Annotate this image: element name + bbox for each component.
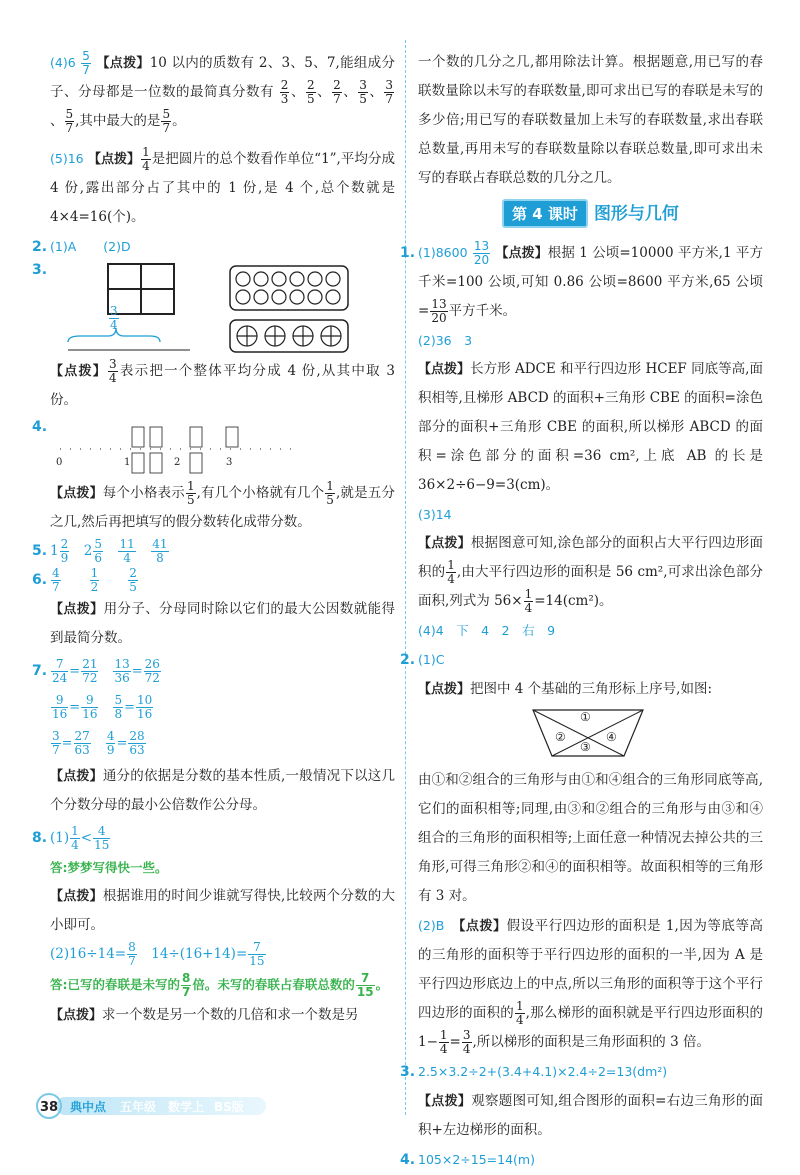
right-column [400, 48, 764, 1175]
answer-6: 6. $\frac{4}{7}$ $\frac{1}{2}$ $\frac{2}{5}$ [32, 566, 137, 594]
answer-3: 3. $\frac{3}{4}$ [50, 262, 395, 357]
r-answer-1-3-tip: 【点拨】根据图意可知,涂色部分的面积占大平行四边形面积的 $\frac{1}{4}$ ,由大平行四边形的面积是 56 cm²,可求出涂色部分面积,列式为 56× $\frac{1}{4}$ =14(cm²)。 [418, 535, 763, 615]
brace-fraction: $\frac{3}{4}$ [110, 304, 118, 332]
answer-8-1-ans: 答:梦梦写得快一些。 [50, 860, 168, 875]
r-answer-4: 4. 105×2÷15=14(m) [400, 1152, 535, 1168]
r-answer-1-2: (2)36 3 [418, 333, 473, 348]
left-column [32, 48, 395, 1030]
answer-8-tip-2: 【点拨】求一个数是另一个数的几倍和求一个数是另 [50, 1007, 359, 1023]
r-answer-1-1: 1. (1)8600 $\frac{13}{20}$ 【点拨】根据 1 公顷=10000 平方米,1 平方千米=100 公顷,可知 0.86 公顷=8600 平方米,65 公顷= $\frac{13}{20}$ 平方千米。 [400, 239, 763, 325]
answer-1-4: (4)6 $\frac{5}{7}$ 【点拨】10 以内的质数有 2、3、5、7,能组成分子、分母都是一位数的最简真分数有 $\frac{2}{3}$ 、 $\frac{2}{5}$ 、 $\frac{2}{7}$ 、 $\frac{3}{5}$ 、 $\frac{3}{7}$ 、 $\frac{5}{7}$ ,其中最大的是 $\frac{5}{7}$ 。 [50, 49, 395, 135]
page-number: 38 [36, 1093, 62, 1119]
lesson-tag: 第 4 课时 [502, 199, 588, 228]
triangle-figure: ① ② ③ ④ [418, 706, 763, 762]
footer-bar: 典中点 五年级 数学上 BS版 [56, 1097, 266, 1115]
answer-1-5: (5)16 【点拨】 $\frac{1}{4}$ 是把圆片的总个数看作单位“1”,平均分成 4 份,露出部分占了其中的 1 份,是 4 个,总个数就是 4×4=16(个)。 [50, 145, 395, 225]
answer-2: 2. (1)A (2)D [32, 239, 131, 255]
r-answer-3: 3. 2.5×3.2÷2+(3.4+4.1)×2.4÷2=13(dm²) [400, 1064, 668, 1080]
answer-4: 4. 0 1 2 3 [50, 419, 395, 479]
r-answer-1-3: (3)14 [418, 507, 452, 522]
answer-8-2-ans: 答:已写的春联是未写的 $\frac{8}{7}$ 倍。未写的春联占春联总数的 $\frac{7}{15}$ 。 [50, 971, 389, 999]
r-answer-2-1-text: 由①和②组合的三角形与由①和④组合的三角形同底等高,它们的面积相等;同理,由③和②组合的三角形与由③和④组合的三角形的面积相等;上面任意一种情况去掉公共的三角形,可得三角形②和④的面积相等。故面积相等的三角形有 3 对。 [418, 772, 763, 904]
answer-8-tip: 【点拨】根据谁用的时间少谁就写得快,比较两个分数的大小即可。 [50, 888, 395, 933]
r-answer-3-tip: 【点拨】观察题图可知,组合图形的面积=右边三角形的面积+左边梯形的面积。 [418, 1093, 763, 1138]
footer [36, 1093, 266, 1119]
answer-8-1: 8. (1) $\frac{1}{4}$ < $\frac{4}{15}$ [32, 824, 110, 852]
answer-4-tip: 【点拨】每个小格表示 $\frac{1}{5}$ ,有几个小格就有几个 $\frac{1}{5}$ ,就是五分之几,然后再把填写的假分数转化成带分数。 [50, 479, 395, 530]
r-answer-2-1-tip: 【点拨】把图中 4 个基础的三角形标上序号,如图: [418, 681, 713, 697]
lesson-title: 图形与几何 [593, 204, 679, 224]
answer-7-tip: 【点拨】通分的依据是分数的基本性质,一般情况下以这几个分数分母的最小公倍数作公分母。 [50, 768, 395, 813]
r-answer-2-2: (2)B 【点拨】假设平行四边形的面积是 1,因为等底等高的三角形的面积等于平行四边形的面积的一半,因为 A 是平行四边形底边上的中点,所以三角形的面积等于这个平行四边形的面积的 $\frac{1}{4}$ ,那么梯形的面积就是平行四边形面积的 1− $\frac{1}{4}$ = $\frac{3}{4}$ ,所以梯形的面积是三角形面积的 3 倍。 [418, 918, 764, 1056]
column-divider [405, 40, 406, 1115]
footer-logo: 典中点 [70, 1100, 107, 1114]
answer-7: 7. $\frac{7}{24}$ = $\frac{21}{72}$ $\frac{13}{36}$ = $\frac{26}{72}$ $\frac{9}{16}$ = $\frac{9}{16}$ $\frac{5}{8}$ = $\frac{10}{16}$ $\frac{3}{7}$ = $\frac{27}{63}$ $\frac{4}{9}$ = $\frac{28}{63}$ [32, 657, 160, 757]
answer-3-tip: 【点拨】 $\frac{3}{4}$ 表示把一个整体平均分成 4 份,从其中取 3 份。 [50, 357, 395, 408]
r-answer-2-1: 2. (1)C [400, 652, 445, 668]
answer-3-figure [50, 262, 395, 357]
r-answer-1-2-tip: 【点拨】长方形 ADCE 和平行四边形 HCEF 同底等高,面积相等,且梯形 ABCD 的面积+三角形 CBE 的面积=涂色部分的面积+三角形 CBE 的面积,所以梯形 ABCD 的面积=涂色部分的面积=36 cm²,上底 AB 的长是 36×2÷6−9=3(cm)。 [418, 361, 763, 493]
r-answer-1-4: (4)4 下 4 2 右 9 [418, 623, 556, 638]
number-line [50, 419, 395, 479]
answer-6-tip: 【点拨】用分子、分母同时除以它们的最大公因数就能得到最简分数。 [50, 601, 395, 646]
answer-5: 5. 1 $\frac{2}{9}$ 2 $\frac{5}{6}$ $\frac{11}{4}$ $\frac{41}{8}$ [32, 537, 168, 565]
answer-8-tip-cont: 一个数的几分之几,都用除法计算。根据题意,用已写的春联数量除以未写的春联数量,即可求出已写的春联是未写的多少倍;用已写的春联数量加上未写的春联数量,求出春联总数量,再用未写的春联数量除以春联总数量,即可求出未写的春联占春联总数的几分之几。 [418, 54, 763, 186]
lesson-header [418, 199, 763, 228]
answer-8-2: (2)16÷14= $\frac{8}{7}$ 14÷(16+14)= $\frac{7}{15}$ [50, 940, 265, 968]
